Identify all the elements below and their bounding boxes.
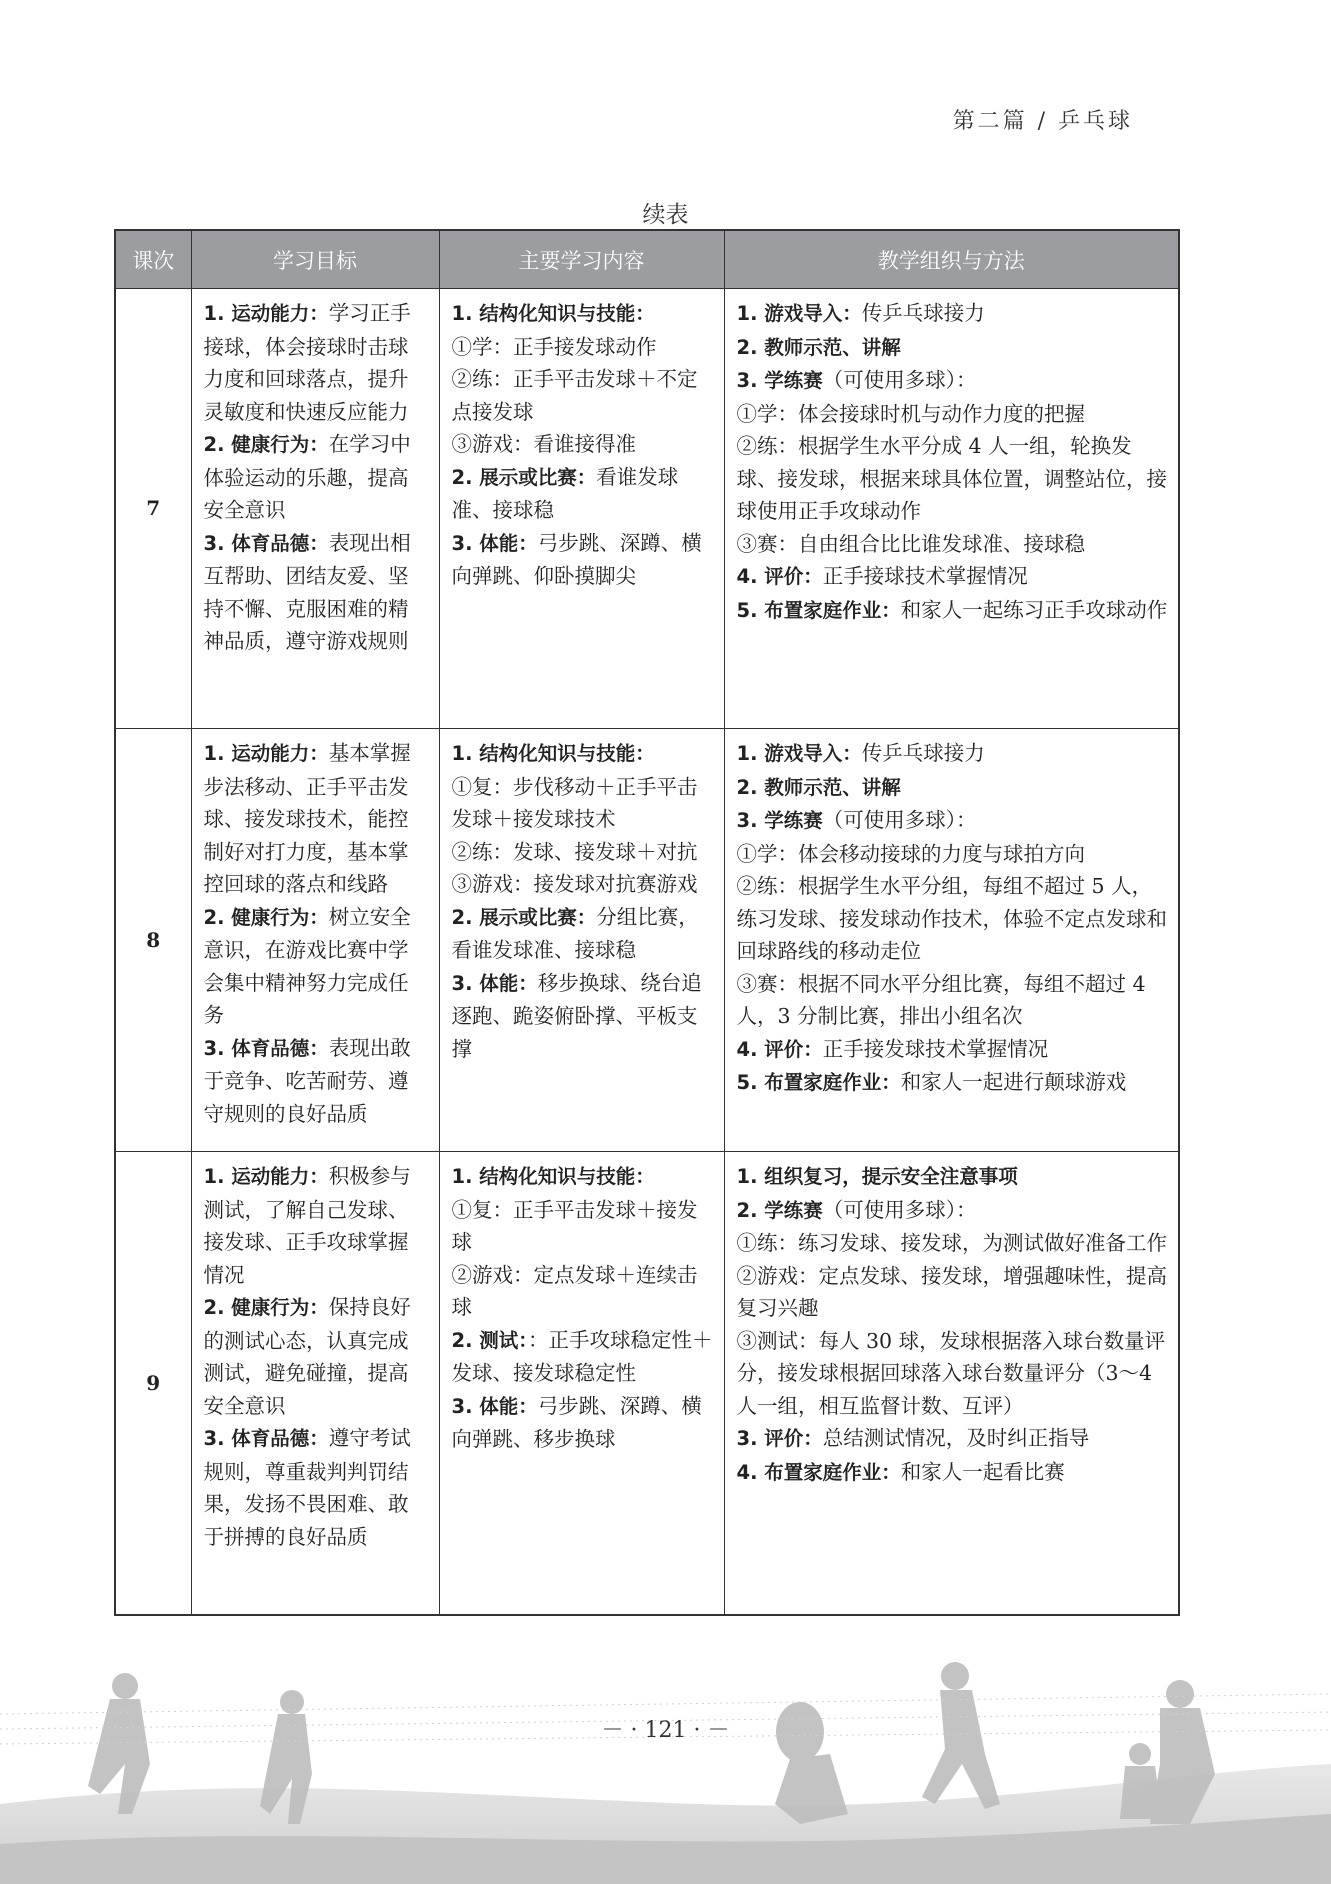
item-heading: 4. 评价： <box>736 1037 823 1061</box>
item-heading: 3. 体能： <box>451 971 538 995</box>
item-text: 学习正手接球，体会接球时击球力度和回球落点，提升灵敏度和快速反应能力 <box>203 301 411 424</box>
cell-line <box>204 297 429 428</box>
cell-line <box>452 1259 714 1324</box>
cell-line <box>452 1160 714 1194</box>
item-text: ③测试：每人 30 球，发球根据落入球台数量评分，接发球根据回球落入球台数量评分（3～4 人一组，相互监督计数、互评） <box>736 1328 1166 1418</box>
learning-content-cell <box>439 729 724 1152</box>
item-heading: 1. 组织复习，提示安全注意事项 <box>736 1165 1018 1188</box>
cell-line <box>452 901 714 967</box>
item-heading: 2. 健康行为： <box>203 1296 329 1319</box>
item-text: 看谁发球准、接球稳 <box>451 464 679 522</box>
item-heading: 5. 布置家庭作业： <box>736 1071 901 1094</box>
item-text: 保持良好的测试心态，认真完成测试，避免碰撞，提高安全意识 <box>203 1295 411 1418</box>
cell-line <box>204 1032 429 1131</box>
cell-line <box>204 1422 429 1553</box>
learning-content-cell <box>439 1152 724 1615</box>
item-text: 遵守考试规则，尊重裁判判罚结果，发扬不畏困难、敢于拼搏的良好品质 <box>203 1426 411 1549</box>
item-heading: 3. 体育品德： <box>203 1036 329 1060</box>
item-heading: 3. 体能： <box>451 531 538 555</box>
cell-line <box>452 771 714 836</box>
cell-line <box>737 1456 1169 1490</box>
cell-line <box>204 1291 429 1422</box>
item-heading: 1. 游戏导入： <box>736 302 862 325</box>
cell-line <box>737 968 1169 1033</box>
cell-line <box>204 428 429 527</box>
item-heading: 2. 健康行为： <box>203 905 329 929</box>
item-heading: 3. 体育品德： <box>203 1427 329 1450</box>
cell-line <box>452 1324 714 1390</box>
item-text: 表现出敢于竞争、吃苦耐劳、遵守规则的良好品质 <box>203 1035 411 1126</box>
item-text: ③赛：自由组合比比谁发球准、接球稳 <box>736 531 1085 556</box>
item-text: 树立安全意识，在游戏比赛中学会集中精神努力完成任务 <box>203 904 411 1027</box>
cell-line <box>737 1160 1169 1194</box>
item-heading: 2. 健康行为： <box>203 433 329 456</box>
teaching-methods-cell <box>724 729 1179 1152</box>
item-text: 积极参与测试，了解自己发球、接发球、正手攻球掌握情况 <box>203 1164 411 1287</box>
cell-line <box>737 331 1169 365</box>
cell-line <box>452 527 714 593</box>
item-heading: 2. 展示或比赛： <box>451 905 597 929</box>
item-heading: 5. 布置家庭作业： <box>736 598 901 622</box>
footer-decoration <box>0 1654 1331 1884</box>
cell-line <box>452 1390 714 1456</box>
cell-line <box>204 737 429 901</box>
item-text: （可使用多球）： <box>822 808 977 832</box>
item-text: 表现出相互帮助、团结友爱、坚持不懈、克服困难的精神品质，遵守游戏规则 <box>203 530 411 653</box>
item-heading: 1. 运动能力： <box>203 1165 329 1188</box>
lesson-table <box>114 229 1180 1616</box>
cell-line <box>737 528 1169 561</box>
cell-line <box>452 967 714 1066</box>
item-heading: 3. 学练赛 <box>736 369 823 392</box>
cell-line <box>737 870 1169 968</box>
cell-line <box>737 594 1169 628</box>
item-text: （可使用多球）： <box>822 368 977 392</box>
table-row <box>115 1152 1179 1615</box>
item-text: ③游戏：接发球对抗赛游戏 <box>451 872 698 896</box>
item-text: 基本掌握步法移动、正手平击发球、接发球技术，能控制好对打力度，基本掌控回球的落点和线路 <box>203 741 411 896</box>
table-row <box>115 289 1179 729</box>
learning-content-cell <box>439 289 724 729</box>
header-content: 主要学习内容 <box>439 230 724 289</box>
item-heading: 3. 体育品德： <box>203 531 329 555</box>
lesson-number: 9 <box>115 1152 191 1615</box>
cell-line <box>452 331 714 364</box>
cell-line <box>737 1260 1169 1325</box>
item-text: ①练：练习发球、接发球，为测试做好准备工作 <box>736 1231 1167 1255</box>
item-text: ②练：根据学生水平分组，每组不超过 5 人，练习发球、接发球动作技术，体验不定点发球和回球路线的移动走位 <box>736 874 1167 963</box>
item-text: 传乒乓球接力 <box>861 741 985 765</box>
cell-line <box>737 297 1169 331</box>
learning-goals-cell <box>191 289 439 729</box>
item-text: 和家人一起练习正手攻球动作 <box>900 597 1168 622</box>
cell-line <box>452 737 714 771</box>
cell-line <box>737 364 1169 398</box>
cell-line <box>452 363 714 428</box>
cell-line <box>204 1160 429 1291</box>
item-text: 总结测试情况，及时纠正指导 <box>822 1426 1090 1450</box>
page-number: － · 121 · － <box>601 1718 730 1743</box>
item-text: ②游戏：定点发球、接发球，增强趣味性，提高复习兴趣 <box>736 1263 1167 1320</box>
table-caption: 续表 <box>642 202 689 228</box>
item-text: ③赛：根据不同水平分组比赛，每组不超过 4 人，3 分制比赛，排出小组名次 <box>736 971 1146 1028</box>
cell-line <box>737 1066 1169 1100</box>
cell-line <box>737 398 1169 431</box>
item-heading: 2. 教师示范、讲解 <box>736 335 901 359</box>
item-heading: 3. 学练赛 <box>736 809 823 832</box>
cell-line <box>204 527 429 658</box>
item-text: 移步换球、绕台追逐跑、跪姿俯卧撑、平板支撑 <box>451 970 702 1061</box>
item-heading: 2. 学练赛 <box>736 1198 823 1222</box>
item-text: 弓步跳、深蹲、横向弹跳、移步换球 <box>451 1393 702 1451</box>
cell-line <box>452 428 714 461</box>
cell-line <box>737 737 1169 771</box>
cell-line <box>204 901 429 1032</box>
cell-line <box>737 1227 1169 1260</box>
item-text: ①学：正手接发球动作 <box>451 334 657 359</box>
item-heading: 3. 体能： <box>451 1394 538 1418</box>
item-text: 弓步跳、深蹲、横向弹跳、仰卧摸脚尖 <box>451 530 702 588</box>
item-heading: 1. 结构化知识与技能： <box>451 742 655 765</box>
cell-line <box>452 836 714 869</box>
item-heading: 2. 展示或比赛： <box>451 465 597 489</box>
item-text: ①复：步伐移动＋正手平击发球＋接发球技术 <box>451 774 698 831</box>
item-text: ③游戏：看谁接得准 <box>451 432 636 456</box>
header-lesson: 课次 <box>115 230 191 289</box>
item-text: 传乒乓球接力 <box>861 301 985 325</box>
item-heading: 2. 测试： <box>451 1328 529 1352</box>
item-text: 在学习中体验运动的乐趣，提高安全意识 <box>203 432 411 522</box>
item-text: 和家人一起看比赛 <box>900 1459 1065 1484</box>
item-heading: 1. 结构化知识与技能： <box>451 302 655 325</box>
cell-line <box>452 1194 714 1259</box>
item-heading: 4. 布置家庭作业： <box>736 1460 901 1484</box>
item-text: 正手接发球技术掌握情况 <box>822 1036 1049 1061</box>
section-header: 第二篇 / 乒乓球 <box>952 109 1133 134</box>
cell-line <box>737 804 1169 838</box>
item-text: ②练：正手平击发球＋不定点接发球 <box>451 367 698 424</box>
cell-line <box>452 461 714 527</box>
item-heading: 2. 教师示范、讲解 <box>736 775 901 799</box>
cell-line <box>452 868 714 901</box>
teaching-methods-cell <box>724 1152 1179 1615</box>
cell-line <box>737 430 1169 528</box>
item-text: ②练：根据学生水平分成 4 人一组，轮换发球、接发球，根据来球具体位置，调整站位，接球使用正手攻球动作 <box>736 434 1167 523</box>
item-text: ①学：体会接球时机与动作力度的把握 <box>736 401 1085 426</box>
item-text: ①复：正手平击发球＋接发球 <box>451 1197 698 1254</box>
learning-goals-cell <box>191 729 439 1152</box>
header-goals: 学习目标 <box>191 230 439 289</box>
lesson-number: 7 <box>115 289 191 729</box>
learning-goals-cell <box>191 1152 439 1615</box>
cell-line <box>737 560 1169 594</box>
item-heading: 4. 评价： <box>736 565 823 588</box>
cell-line <box>737 1033 1169 1067</box>
item-text: ②游戏：定点发球＋连续击球 <box>451 1262 698 1319</box>
item-text: 分组比赛，看谁发球准、接球稳 <box>451 904 699 962</box>
item-text: 和家人一起进行颠球游戏 <box>900 1070 1127 1094</box>
cell-line <box>737 838 1169 871</box>
item-heading: 1. 结构化知识与技能： <box>451 1165 655 1188</box>
cell-line <box>452 297 714 331</box>
table-row <box>115 729 1179 1152</box>
lesson-number: 8 <box>115 729 191 1152</box>
item-text: 正手接球技术掌握情况 <box>822 564 1028 588</box>
item-heading: 3. 评价： <box>736 1427 823 1450</box>
teaching-methods-cell <box>724 289 1179 729</box>
cell-line <box>737 771 1169 805</box>
item-heading: 1. 游戏导入： <box>736 742 862 765</box>
cell-line <box>737 1422 1169 1456</box>
cell-line <box>737 1194 1169 1228</box>
item-text: （可使用多球）： <box>822 1197 977 1222</box>
header-methods: 教学组织与方法 <box>724 230 1179 289</box>
item-text: ①学：体会移动接球的力度与球拍方向 <box>736 841 1085 866</box>
item-text: ：正手攻球稳定性＋发球、接发球稳定性 <box>451 1327 713 1385</box>
item-heading: 1. 运动能力： <box>203 302 329 325</box>
cell-line <box>737 1325 1169 1423</box>
item-heading: 1. 运动能力： <box>203 742 329 765</box>
table-header-row <box>115 230 1179 289</box>
item-text: ②练：发球、接发球＋对抗 <box>451 839 698 864</box>
